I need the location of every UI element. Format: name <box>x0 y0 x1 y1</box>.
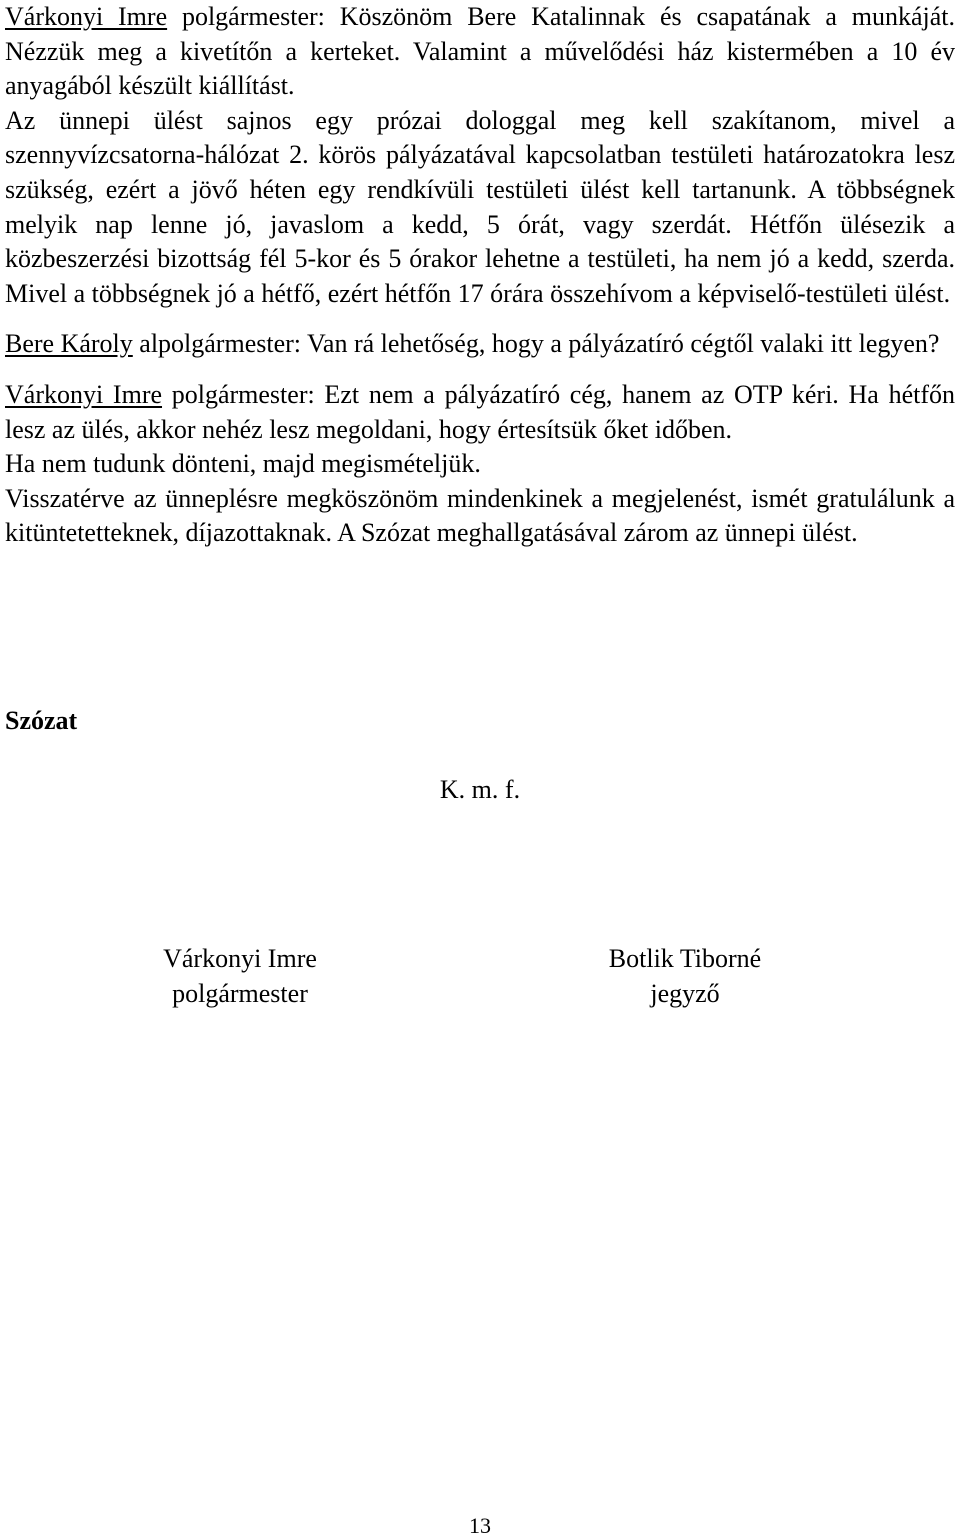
speaker-name: Várkonyi Imre <box>5 379 163 409</box>
paragraph-1 <box>5 0 955 104</box>
speaker-name: Bere Károly <box>5 329 133 359</box>
signature-title: jegyző <box>650 978 720 1008</box>
signature-name: Botlik Tiborné <box>608 944 762 973</box>
paragraph-text: polgármester: Köszönöm Bere Katalinnak és csapatának a munkáját. Nézzük meg a kivetítőn a kerteket. Valamint a művelődési ház kistermében a 10 év anyagából készült kiállítást. <box>5 2 955 101</box>
paragraph-4 <box>5 378 955 447</box>
signature-title: polgármester <box>172 978 308 1008</box>
paragraph-text: Az ünnepi ülést sajnos egy prózai dologgal meg kell szakítanom, mivel a szennyvízcsatorna-hálózat 2. körös pályázatával kapcsolatban testületi határozatokra lesz szükség, ezért a jövő héten egy rendkívüli testületi ülést kell tartanunk. A többségnek melyik nap lenne jó, javaslom a kedd, 5 órát, vagy szerdát. Hétfőn ülésezik a közbeszerzési bizottság fél 5-kor és 5 órakor lehetne a testületi, ha nem jó a kedd, szerda. Mivel a többségnek jó a hétfő, ezért hétfőn 17 órára összehívom a képviselő-testületi ülést. <box>5 105 955 308</box>
signature-left <box>120 942 360 1011</box>
paragraph-5 <box>5 447 955 482</box>
paragraph-6 <box>5 482 955 551</box>
paragraph-text: alpolgármester: Van rá lehetőség, hogy a pályázatíró cégtől valaki itt legyen? <box>132 329 940 359</box>
paragraph-2 <box>5 104 955 312</box>
page-number: 13 <box>469 1513 491 1538</box>
signature-right <box>565 942 805 1011</box>
signature-name: Várkonyi Imre <box>163 944 317 973</box>
speaker-name: Várkonyi Imre <box>5 2 168 31</box>
paragraph-3 <box>5 327 955 362</box>
szozat-heading: Szózat <box>5 706 78 735</box>
paragraph-text: Visszatérve az ünneplésre megköszönöm mindenkinek a megjelenést, ismét gratulálunk a kitüntetetteknek, díjazottaknak. A Szózat meghallgatásával zárom az ünnepi ülést. <box>5 483 955 548</box>
document-body <box>5 0 955 551</box>
paragraph-text: polgármester: Ezt nem a pályázatíró cég, hanem az OTP kéri. Ha hétfőn lesz az ülés, akkor nehéz lesz megoldani, hogy értesítsük őket időben. <box>5 379 955 444</box>
kmf-closing: K. m. f. <box>439 775 521 804</box>
paragraph-text: Ha nem tudunk dönteni, majd megismételjük. <box>5 449 481 479</box>
